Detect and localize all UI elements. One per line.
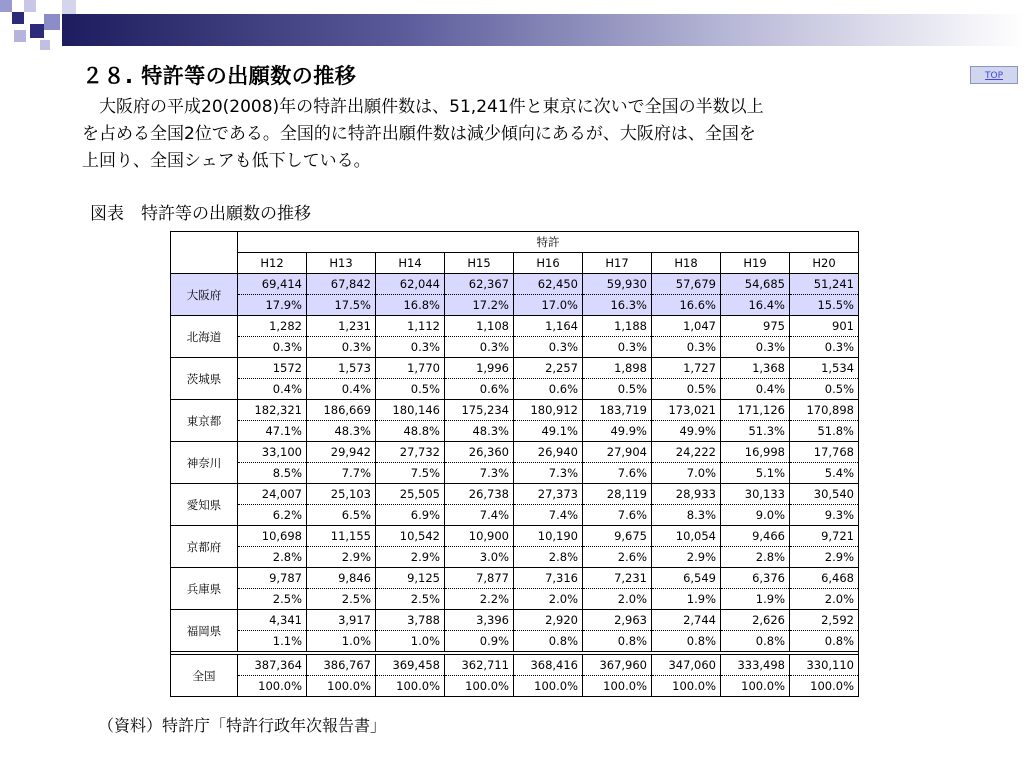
share-cell: 16.8% xyxy=(376,295,445,316)
count-cell: 10,190 xyxy=(514,526,583,547)
region-name: 愛知県 xyxy=(171,484,238,526)
count-cell: 2,626 xyxy=(721,610,790,631)
count-cell: 175,234 xyxy=(445,400,514,421)
count-cell: 1,108 xyxy=(445,316,514,337)
year-header: H19 xyxy=(721,253,790,274)
share-cell: 0.4% xyxy=(307,379,376,400)
share-cell: 47.1% xyxy=(238,421,307,442)
count-cell: 1,368 xyxy=(721,358,790,379)
share-cell: 0.3% xyxy=(376,337,445,358)
share-cell: 9.3% xyxy=(790,505,859,526)
share-cell: 2.5% xyxy=(376,589,445,610)
count-cell: 1,047 xyxy=(652,316,721,337)
share-cell: 6.2% xyxy=(238,505,307,526)
share-cell: 0.8% xyxy=(790,631,859,652)
count-cell: 9,675 xyxy=(583,526,652,547)
share-cell: 7.6% xyxy=(583,505,652,526)
count-cell: 1,770 xyxy=(376,358,445,379)
share-cell: 100.0% xyxy=(790,676,859,697)
count-cell: 9,125 xyxy=(376,568,445,589)
count-cell: 386,767 xyxy=(307,655,376,676)
share-cell: 15.5% xyxy=(790,295,859,316)
year-header: H13 xyxy=(307,253,376,274)
count-cell: 180,146 xyxy=(376,400,445,421)
share-cell: 2.9% xyxy=(790,547,859,568)
count-cell: 2,592 xyxy=(790,610,859,631)
region-name: 神奈川 xyxy=(171,442,238,484)
count-cell: 62,044 xyxy=(376,274,445,295)
count-cell: 171,126 xyxy=(721,400,790,421)
share-cell: 2.5% xyxy=(307,589,376,610)
count-cell: 387,364 xyxy=(238,655,307,676)
table-row xyxy=(171,379,859,400)
count-cell: 3,396 xyxy=(445,610,514,631)
source-note: （資料）特許庁「特許行政年次報告書」 xyxy=(98,716,387,735)
share-cell: 0.3% xyxy=(652,337,721,358)
deco-square xyxy=(62,0,76,14)
share-cell: 9.0% xyxy=(721,505,790,526)
share-cell: 16.3% xyxy=(583,295,652,316)
count-cell: 26,738 xyxy=(445,484,514,505)
count-cell: 4,341 xyxy=(238,610,307,631)
share-cell: 100.0% xyxy=(721,676,790,697)
share-cell: 0.8% xyxy=(583,631,652,652)
count-cell: 24,222 xyxy=(652,442,721,463)
count-cell: 30,540 xyxy=(790,484,859,505)
count-cell: 30,133 xyxy=(721,484,790,505)
share-cell: 0.4% xyxy=(721,379,790,400)
count-cell: 367,960 xyxy=(583,655,652,676)
share-cell: 6.5% xyxy=(307,505,376,526)
share-cell: 51.3% xyxy=(721,421,790,442)
share-cell: 0.8% xyxy=(652,631,721,652)
share-cell: 2.8% xyxy=(721,547,790,568)
share-cell: 0.5% xyxy=(790,379,859,400)
count-cell: 1,112 xyxy=(376,316,445,337)
count-cell: 2,963 xyxy=(583,610,652,631)
count-cell: 25,505 xyxy=(376,484,445,505)
deco-square xyxy=(44,14,60,30)
share-cell: 0.6% xyxy=(514,379,583,400)
year-header: H17 xyxy=(583,253,652,274)
share-cell: 7.3% xyxy=(514,463,583,484)
paragraph-line: 上回り、全国シェアも低下している。 xyxy=(82,151,371,171)
year-header: H12 xyxy=(238,253,307,274)
count-cell: 2,257 xyxy=(514,358,583,379)
count-cell: 33,100 xyxy=(238,442,307,463)
count-cell: 6,468 xyxy=(790,568,859,589)
share-cell: 100.0% xyxy=(652,676,721,697)
year-header: H14 xyxy=(376,253,445,274)
count-cell: 67,842 xyxy=(307,274,376,295)
count-cell: 9,846 xyxy=(307,568,376,589)
table-row xyxy=(171,655,859,676)
share-cell: 7.4% xyxy=(445,505,514,526)
share-cell: 8.5% xyxy=(238,463,307,484)
count-cell: 347,060 xyxy=(652,655,721,676)
table-row xyxy=(171,631,859,652)
deco-square xyxy=(12,12,24,24)
count-cell: 3,917 xyxy=(307,610,376,631)
table-row xyxy=(171,463,859,484)
count-cell: 1,898 xyxy=(583,358,652,379)
share-cell: 2.0% xyxy=(790,589,859,610)
count-cell: 26,360 xyxy=(445,442,514,463)
paragraph-line: 大阪府の平成20(2008)年の特許出願件数は、51,241件と東京に次いで全国の半数以上 xyxy=(82,97,764,117)
deco-square xyxy=(30,24,44,38)
count-cell: 29,942 xyxy=(307,442,376,463)
table-row xyxy=(171,442,859,463)
share-cell: 6.9% xyxy=(376,505,445,526)
share-cell: 2.0% xyxy=(514,589,583,610)
share-cell: 1.9% xyxy=(652,589,721,610)
table-row xyxy=(171,505,859,526)
count-cell: 1,727 xyxy=(652,358,721,379)
count-cell: 59,930 xyxy=(583,274,652,295)
page-title: ２８. 特許等の出願数の推移 xyxy=(82,64,357,88)
share-cell: 2.9% xyxy=(307,547,376,568)
share-cell: 48.8% xyxy=(376,421,445,442)
share-cell: 7.3% xyxy=(445,463,514,484)
share-cell: 0.3% xyxy=(307,337,376,358)
share-cell: 2.6% xyxy=(583,547,652,568)
share-cell: 1.1% xyxy=(238,631,307,652)
count-cell: 362,711 xyxy=(445,655,514,676)
count-cell: 170,898 xyxy=(790,400,859,421)
share-cell: 2.9% xyxy=(376,547,445,568)
share-cell: 0.5% xyxy=(652,379,721,400)
share-cell: 0.8% xyxy=(721,631,790,652)
header-row xyxy=(171,232,859,253)
count-cell: 182,321 xyxy=(238,400,307,421)
count-cell: 10,054 xyxy=(652,526,721,547)
share-cell: 7.6% xyxy=(583,463,652,484)
deco-square xyxy=(14,30,26,42)
share-cell: 2.8% xyxy=(238,547,307,568)
year-header: H20 xyxy=(790,253,859,274)
share-cell: 48.3% xyxy=(445,421,514,442)
share-cell: 51.8% xyxy=(790,421,859,442)
deco-square xyxy=(24,0,36,12)
count-cell: 7,231 xyxy=(583,568,652,589)
count-cell: 330,110 xyxy=(790,655,859,676)
description-paragraph xyxy=(82,94,952,175)
table-row xyxy=(171,421,859,442)
share-cell: 17.0% xyxy=(514,295,583,316)
count-cell: 368,416 xyxy=(514,655,583,676)
table-row xyxy=(171,526,859,547)
count-cell: 173,021 xyxy=(652,400,721,421)
share-cell: 5.1% xyxy=(721,463,790,484)
table-row xyxy=(171,316,859,337)
share-cell: 100.0% xyxy=(583,676,652,697)
table-row xyxy=(171,589,859,610)
share-cell: 3.0% xyxy=(445,547,514,568)
count-cell: 3,788 xyxy=(376,610,445,631)
count-cell: 10,542 xyxy=(376,526,445,547)
count-cell: 28,933 xyxy=(652,484,721,505)
count-cell: 62,367 xyxy=(445,274,514,295)
share-cell: 0.9% xyxy=(445,631,514,652)
figure-title: 図表 特許等の出願数の推移 xyxy=(90,204,311,224)
year-header: H15 xyxy=(445,253,514,274)
count-cell: 17,768 xyxy=(790,442,859,463)
table-row xyxy=(171,400,859,421)
share-cell: 0.4% xyxy=(238,379,307,400)
count-cell: 901 xyxy=(790,316,859,337)
count-cell: 1,573 xyxy=(307,358,376,379)
region-name: 東京都 xyxy=(171,400,238,442)
count-cell: 1,282 xyxy=(238,316,307,337)
share-cell: 0.5% xyxy=(583,379,652,400)
count-cell: 11,155 xyxy=(307,526,376,547)
count-cell: 28,119 xyxy=(583,484,652,505)
share-cell: 0.6% xyxy=(445,379,514,400)
group-header: 特許 xyxy=(238,232,859,253)
count-cell: 24,007 xyxy=(238,484,307,505)
share-cell: 100.0% xyxy=(376,676,445,697)
share-cell: 16.4% xyxy=(721,295,790,316)
header-decoration xyxy=(0,0,1024,62)
patent-table xyxy=(170,231,859,697)
region-name: 北海道 xyxy=(171,316,238,358)
share-cell: 0.3% xyxy=(445,337,514,358)
count-cell: 1,188 xyxy=(583,316,652,337)
count-cell: 7,316 xyxy=(514,568,583,589)
count-cell: 369,458 xyxy=(376,655,445,676)
count-cell: 183,719 xyxy=(583,400,652,421)
count-cell: 62,450 xyxy=(514,274,583,295)
count-cell: 10,698 xyxy=(238,526,307,547)
count-cell: 1,231 xyxy=(307,316,376,337)
share-cell: 7.0% xyxy=(652,463,721,484)
count-cell: 57,679 xyxy=(652,274,721,295)
share-cell: 100.0% xyxy=(445,676,514,697)
deco-square xyxy=(40,40,50,50)
year-header: H18 xyxy=(652,253,721,274)
count-cell: 26,940 xyxy=(514,442,583,463)
share-cell: 0.5% xyxy=(376,379,445,400)
share-cell: 17.5% xyxy=(307,295,376,316)
count-cell: 6,376 xyxy=(721,568,790,589)
share-cell: 100.0% xyxy=(514,676,583,697)
share-cell: 100.0% xyxy=(238,676,307,697)
count-cell: 1,164 xyxy=(514,316,583,337)
count-cell: 16,998 xyxy=(721,442,790,463)
share-cell: 49.1% xyxy=(514,421,583,442)
count-cell: 186,669 xyxy=(307,400,376,421)
year-header: H16 xyxy=(514,253,583,274)
count-cell: 69,414 xyxy=(238,274,307,295)
share-cell: 17.2% xyxy=(445,295,514,316)
region-name: 茨城県 xyxy=(171,358,238,400)
count-cell: 7,877 xyxy=(445,568,514,589)
share-cell: 0.3% xyxy=(514,337,583,358)
corner-cell xyxy=(171,232,238,274)
share-cell: 2.5% xyxy=(238,589,307,610)
count-cell: 1,534 xyxy=(790,358,859,379)
share-cell: 2.8% xyxy=(514,547,583,568)
table-row xyxy=(171,295,859,316)
share-cell: 2.9% xyxy=(652,547,721,568)
count-cell: 9,721 xyxy=(790,526,859,547)
share-cell: 0.3% xyxy=(583,337,652,358)
share-cell: 0.3% xyxy=(721,337,790,358)
table-row xyxy=(171,676,859,697)
share-cell: 2.2% xyxy=(445,589,514,610)
share-cell: 1.0% xyxy=(376,631,445,652)
share-cell: 48.3% xyxy=(307,421,376,442)
table-row xyxy=(171,358,859,379)
count-cell: 2,920 xyxy=(514,610,583,631)
table-row xyxy=(171,484,859,505)
count-cell: 9,466 xyxy=(721,526,790,547)
count-cell: 54,685 xyxy=(721,274,790,295)
count-cell: 6,549 xyxy=(652,568,721,589)
count-cell: 2,744 xyxy=(652,610,721,631)
region-name: 兵庫県 xyxy=(171,568,238,610)
region-name: 福岡県 xyxy=(171,610,238,652)
header-gradient-bar xyxy=(62,14,1024,46)
share-cell: 7.5% xyxy=(376,463,445,484)
count-cell: 975 xyxy=(721,316,790,337)
count-cell: 1572 xyxy=(238,358,307,379)
count-cell: 1,996 xyxy=(445,358,514,379)
count-cell: 25,103 xyxy=(307,484,376,505)
share-cell: 0.3% xyxy=(238,337,307,358)
region-name: 大阪府 xyxy=(171,274,238,316)
count-cell: 51,241 xyxy=(790,274,859,295)
share-cell: 2.0% xyxy=(583,589,652,610)
count-cell: 180,912 xyxy=(514,400,583,421)
share-cell: 0.8% xyxy=(514,631,583,652)
share-cell: 0.3% xyxy=(790,337,859,358)
paragraph-line: を占める全国2位である。全国的に特許出願件数は減少傾向にあるが、大阪府は、全国を xyxy=(82,124,756,144)
deco-square xyxy=(0,0,12,12)
table-row xyxy=(171,610,859,631)
table-row xyxy=(171,568,859,589)
share-cell: 5.4% xyxy=(790,463,859,484)
top-link-button[interactable]: TOP xyxy=(970,66,1018,84)
share-cell: 8.3% xyxy=(652,505,721,526)
share-cell: 17.9% xyxy=(238,295,307,316)
table-row xyxy=(171,274,859,295)
region-name: 京都府 xyxy=(171,526,238,568)
share-cell: 7.7% xyxy=(307,463,376,484)
year-row xyxy=(171,253,859,274)
table-row xyxy=(171,337,859,358)
count-cell: 9,787 xyxy=(238,568,307,589)
share-cell: 1.0% xyxy=(307,631,376,652)
count-cell: 333,498 xyxy=(721,655,790,676)
table-row xyxy=(171,547,859,568)
share-cell: 100.0% xyxy=(307,676,376,697)
share-cell: 49.9% xyxy=(652,421,721,442)
share-cell: 16.6% xyxy=(652,295,721,316)
count-cell: 27,904 xyxy=(583,442,652,463)
count-cell: 27,373 xyxy=(514,484,583,505)
share-cell: 7.4% xyxy=(514,505,583,526)
share-cell: 1.9% xyxy=(721,589,790,610)
count-cell: 10,900 xyxy=(445,526,514,547)
share-cell: 49.9% xyxy=(583,421,652,442)
region-name: 全国 xyxy=(171,655,238,697)
count-cell: 27,732 xyxy=(376,442,445,463)
